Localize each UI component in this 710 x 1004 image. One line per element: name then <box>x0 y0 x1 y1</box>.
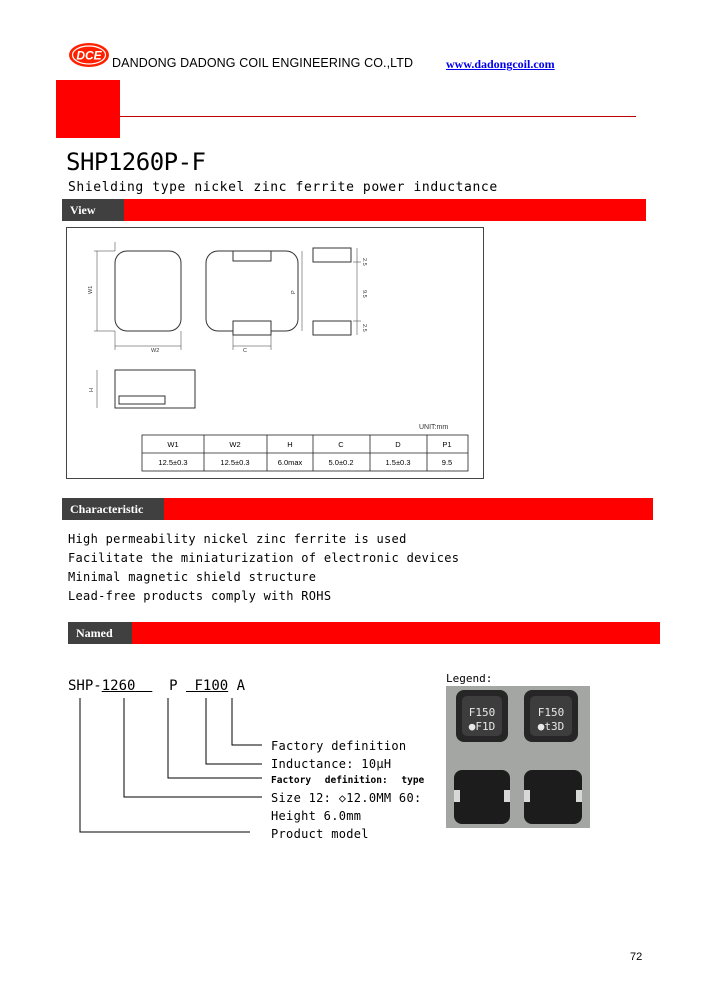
page-number: 72 <box>630 951 643 963</box>
def-inductance: Inductance: 10μH <box>271 757 392 771</box>
table-header: W1 <box>167 440 179 449</box>
label-h: H <box>89 388 95 392</box>
chip1-line2: ●F1D <box>468 720 496 733</box>
characteristic-item: High permeability nickel zinc ferrite is used <box>68 532 407 546</box>
code-p: P <box>169 678 178 694</box>
table-header: H <box>287 440 293 449</box>
named-section-label: Named <box>68 622 132 644</box>
chip2-line2: ●t3D <box>537 720 565 733</box>
product-subtitle: Shielding type nickel zinc ferrite power inductance <box>68 180 498 195</box>
table-cell: 6.0max <box>277 458 303 467</box>
table-header: C <box>338 440 344 449</box>
label-d-top: 2.5 <box>361 258 367 266</box>
label-p: P <box>291 290 297 294</box>
product-title: SHP1260P-F <box>66 148 206 176</box>
chip1-line1: F150 <box>468 706 496 719</box>
characteristic-item: Lead-free products comply with ROHS <box>68 589 332 603</box>
label-d-mid: 9.5 <box>361 290 367 298</box>
legend-photo <box>446 686 590 828</box>
table-cell: 9.5 <box>441 458 453 467</box>
def-factory-definition: Factory definition <box>271 739 407 753</box>
table-header: P1 <box>442 440 452 449</box>
website-link[interactable]: www.dadongcoil.com <box>446 57 555 71</box>
logo-text: DCE <box>76 48 102 63</box>
def-factory-type: Factory definition: type <box>271 775 425 786</box>
leader-product-model <box>80 698 250 832</box>
characteristic-section-label: Characteristic <box>62 498 164 520</box>
chip2-line1: F150 <box>537 706 565 719</box>
label-w2: W2 <box>151 348 160 354</box>
leader-factory-type <box>168 698 262 778</box>
table-cell: 12.5±0.3 <box>158 458 188 467</box>
legend-photo-svg <box>446 686 590 828</box>
view-section-label: View <box>62 199 124 221</box>
code-suffix: A <box>236 678 246 694</box>
code-size: 1260 <box>101 678 136 694</box>
label-d-bot: 2.5 <box>361 324 367 332</box>
leader-size <box>124 698 262 797</box>
company-name: DANDONG DADONG COIL ENGINEERING CO.,LTD <box>112 56 414 70</box>
table-header: W2 <box>229 440 241 449</box>
label-c: C <box>243 348 247 354</box>
def-height: Height 6.0mm <box>271 809 362 823</box>
code-prefix: SHP- <box>68 678 102 694</box>
def-size: Size 12: ◇12.0MM 60: <box>271 791 422 805</box>
leader-inductance <box>206 698 262 764</box>
code-inductance: F100 <box>194 678 229 694</box>
leader-factory-definition <box>232 698 262 745</box>
table-cell: 12.5±0.3 <box>220 458 250 467</box>
characteristic-item: Facilitate the miniaturization of electronic devices <box>68 551 460 565</box>
legend-label: Legend: <box>446 672 493 685</box>
table-cell: 1.5±0.3 <box>385 458 411 467</box>
unit-label: UNIT:mm <box>419 424 449 431</box>
characteristic-item: Minimal magnetic shield structure <box>68 570 317 584</box>
table-cell: 5.0±0.2 <box>328 458 354 467</box>
label-w1: W1 <box>88 285 94 294</box>
table-header: D <box>395 440 401 449</box>
def-product-model: Product model <box>271 827 369 841</box>
